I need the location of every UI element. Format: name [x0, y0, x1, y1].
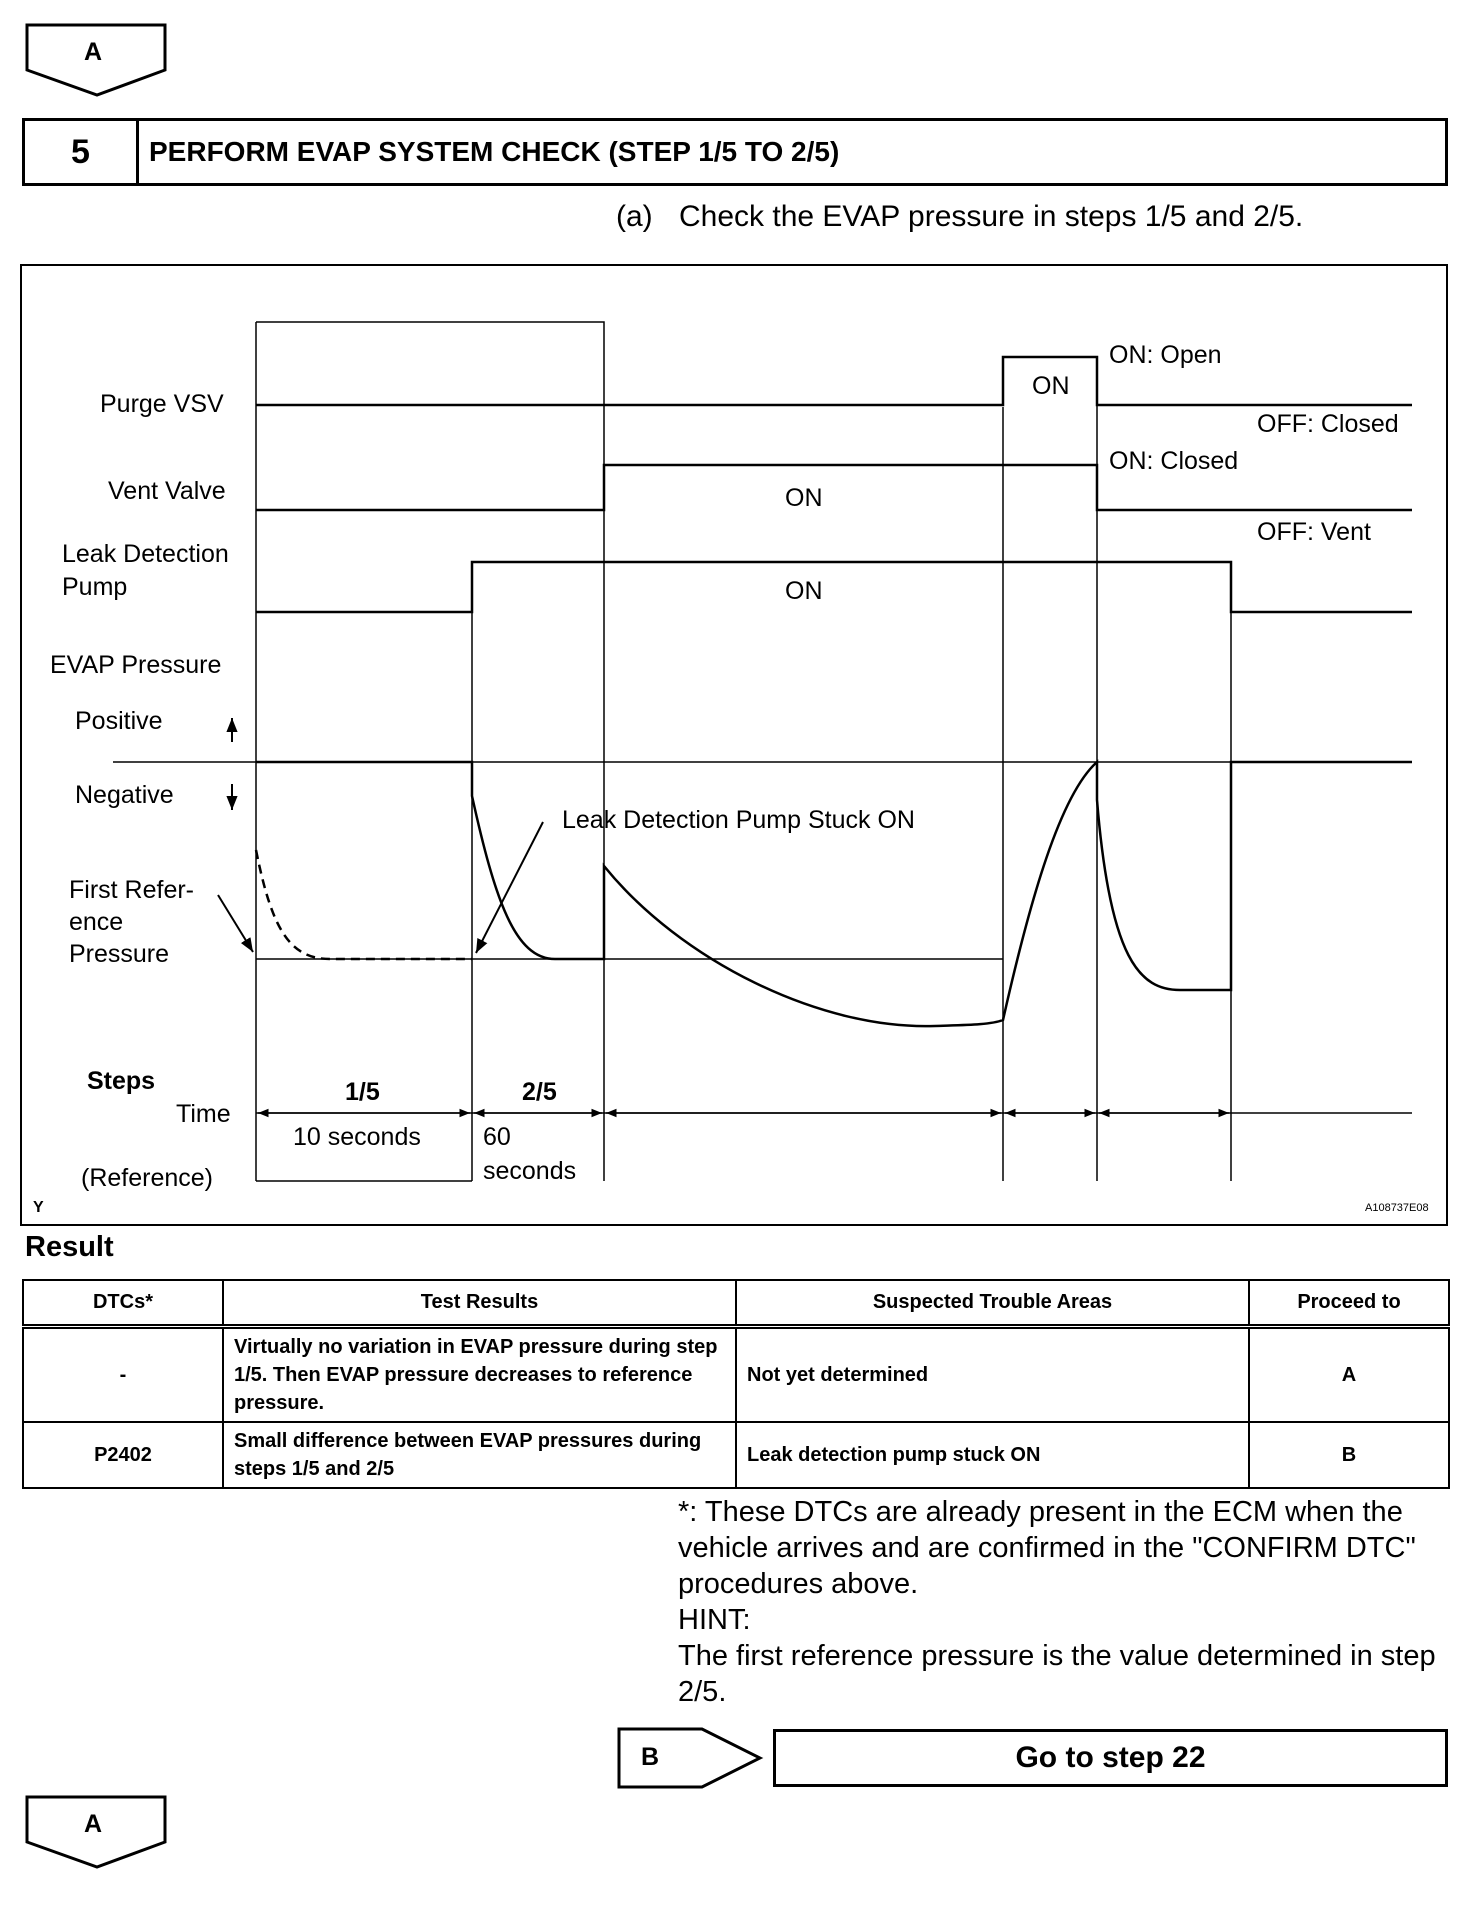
label-first-ref-2: ence — [69, 908, 124, 936]
vent-valve-trace — [256, 465, 1412, 510]
label-negative: Negative — [75, 781, 174, 809]
label-steps: Steps — [87, 1067, 156, 1095]
hint-text: The first reference pressure is the value determined in step 2/5. — [678, 1640, 1436, 1708]
purge-vsv-trace — [256, 357, 1412, 405]
hint-label: HINT: — [678, 1604, 751, 1636]
stuck-on-arrow — [476, 822, 543, 953]
label-corner-y: Y — [33, 1199, 44, 1216]
evap-pressure-trace — [256, 762, 1412, 1026]
goto-marker-label: B — [641, 1743, 660, 1771]
label-on-open: ON: Open — [1109, 341, 1222, 369]
result-heading: Result — [25, 1231, 114, 1263]
label-step-2-5: 2/5 — [522, 1078, 557, 1106]
cell-dtc: - — [23, 1327, 223, 1423]
label-vent-valve: Vent Valve — [108, 477, 226, 505]
table-row — [23, 1422, 1449, 1488]
notes — [678, 1494, 1458, 1710]
col-proceed-to: Proceed to — [1249, 1280, 1449, 1327]
leak-pump-trace — [256, 562, 1412, 612]
label-purge-on: ON — [1032, 372, 1070, 400]
diagram-frame — [21, 265, 1447, 1225]
col-trouble-areas: Suspected Trouble Areas — [736, 1280, 1249, 1327]
cell-dtc: P2402 — [23, 1422, 223, 1488]
goto-step-22: Go to step 22 — [773, 1729, 1448, 1787]
cell-proceed: A — [1249, 1327, 1449, 1423]
label-purge-vsv: Purge VSV — [100, 390, 224, 418]
label-off-vent: OFF: Vent — [1257, 518, 1371, 546]
evap-pressure-dashed-trace — [256, 850, 472, 959]
label-stuck-on: Leak Detection Pump Stuck ON — [562, 806, 915, 834]
label-on-closed: ON: Closed — [1109, 447, 1239, 475]
label-time: Time — [176, 1100, 231, 1128]
instruction-marker: (a) — [616, 200, 653, 233]
label-positive: Positive — [75, 707, 163, 735]
label-first-ref-3: Pressure — [69, 940, 170, 968]
marker-a-top-label: A — [84, 38, 103, 66]
cell-proceed: B — [1249, 1422, 1449, 1488]
instruction-text: Check the EVAP pressure in steps 1/5 and 2/5. — [679, 200, 1304, 233]
footnote: *: These DTCs are already present in the ECM when the vehicle arrives and are confirmed in the "CONFIRM DTC" procedures above. — [678, 1496, 1416, 1600]
label-step-1-5: 1/5 — [345, 1078, 380, 1106]
table-row — [23, 1327, 1449, 1423]
label-leak-pump-1: Leak Detection — [62, 540, 229, 568]
first-reference-arrow — [218, 895, 253, 952]
step-bracket-top — [256, 322, 604, 1181]
result-table — [22, 1279, 1450, 1489]
label-leak-pump-2: Pump — [62, 573, 128, 601]
label-vent-on: ON — [785, 484, 823, 512]
label-evap-pressure: EVAP Pressure — [50, 651, 222, 679]
marker-a-bottom-label: A — [84, 1810, 103, 1838]
col-test-results: Test Results — [223, 1280, 736, 1327]
label-60: 60 — [483, 1123, 511, 1151]
cell-test: Virtually no variation in EVAP pressure during step 1/5. Then EVAP pressure decreases to reference pressure. — [223, 1327, 736, 1423]
label-10-seconds: 10 seconds — [293, 1123, 421, 1151]
col-dtcs: DTCs* — [23, 1280, 223, 1327]
step-title: PERFORM EVAP SYSTEM CHECK (STEP 1/5 TO 2/5) — [149, 136, 840, 167]
cell-test: Small difference between EVAP pressures during steps 1/5 and 2/5 — [223, 1422, 736, 1488]
cell-area: Leak detection pump stuck ON — [736, 1422, 1249, 1488]
cell-area: Not yet determined — [736, 1327, 1249, 1423]
label-pump-on: ON — [785, 577, 823, 605]
label-first-ref-1: First Refer- — [69, 876, 194, 904]
label-seconds: seconds — [483, 1157, 577, 1185]
figure-code: A108737E08 — [1365, 1202, 1429, 1214]
step-number: 5 — [25, 121, 139, 183]
label-off-closed: OFF: Closed — [1257, 410, 1399, 438]
label-reference: (Reference) — [81, 1164, 213, 1192]
